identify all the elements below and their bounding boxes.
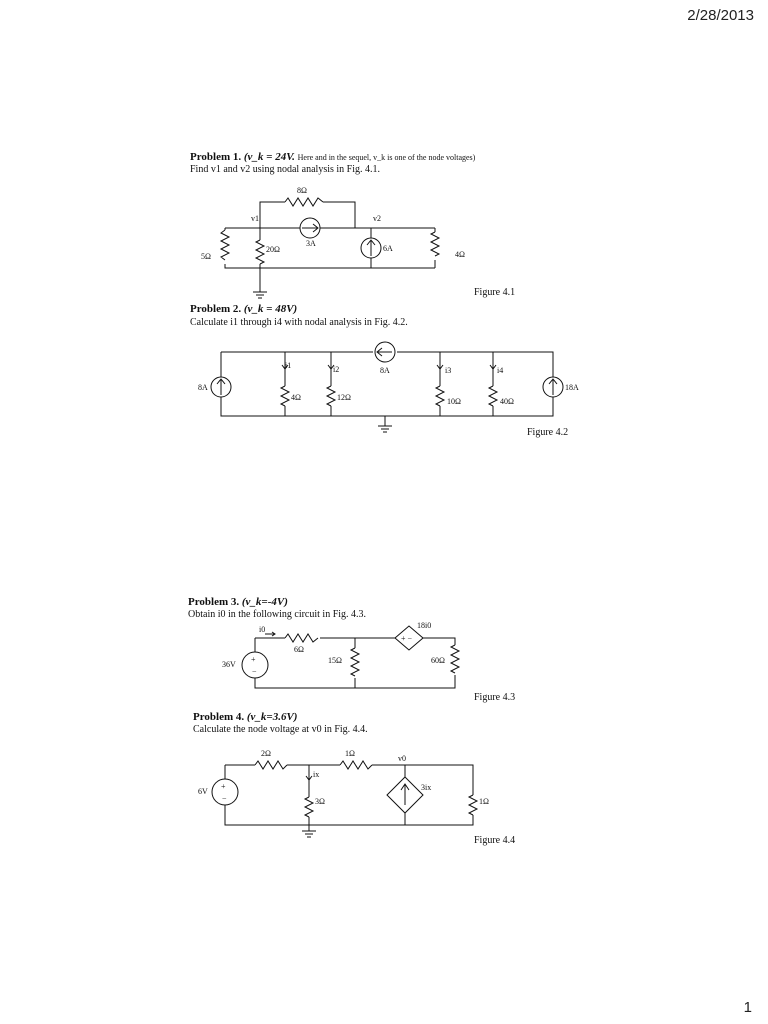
label-3ix: 3ix <box>421 783 432 792</box>
problem-2-title <box>190 303 297 315</box>
problem-4-description: Calculate the node voltage at v0 in Fig. 4.4. <box>193 724 368 735</box>
resistor-10-ohm <box>436 386 444 406</box>
label-40-ohm: 40Ω <box>500 397 514 406</box>
label-i3: i3 <box>445 366 452 375</box>
resistor-4-ohm <box>431 232 439 256</box>
figure-4-1-caption: Figure 4.1 <box>474 287 516 298</box>
problem-2-vk: (v_k = 48V) <box>243 303 298 315</box>
label-node-v1: v1 <box>251 214 259 223</box>
problem-2-description: Calculate i1 through i4 with nodal analysis in Fig. 4.2. <box>190 317 408 328</box>
resistor-40-ohm <box>489 386 497 406</box>
figure-4-2-circuit <box>195 342 579 437</box>
problem-3-title <box>188 596 288 608</box>
label-6a: 6A <box>383 244 393 253</box>
problem-3-label: Problem 3. <box>188 596 240 608</box>
resistor-8-ohm <box>285 198 323 206</box>
problem-1-vk: (v_k = 24V. <box>243 151 295 163</box>
figure-4-3-caption: Figure 4.3 <box>474 692 516 703</box>
resistor-3-ohm <box>305 797 313 817</box>
resistor-4-ohm <box>281 386 289 406</box>
v-src-plus: + <box>221 782 226 791</box>
label-18i0: 18i0 <box>417 621 432 630</box>
date-stamp: 2/28/2013 <box>687 7 754 24</box>
label-5-ohm: 5Ω <box>201 252 211 261</box>
v-src-minus: − <box>222 794 227 803</box>
label-i1: i1 <box>285 361 292 370</box>
label-i2: i2 <box>333 365 340 374</box>
v-src-minus: − <box>252 667 257 676</box>
label-4-ohm: 4Ω <box>455 250 465 259</box>
resistor-6-ohm <box>285 634 318 642</box>
label-8a-top: 8A <box>380 366 390 375</box>
label-i4: i4 <box>497 366 504 375</box>
label-15-ohm: 15Ω <box>328 656 342 665</box>
label-1-ohm-shunt: 1Ω <box>479 797 489 806</box>
problem-4-vk: (v_k=3.6V) <box>246 711 298 723</box>
resistor-1-ohm-shunt <box>469 795 477 815</box>
page-number: 1 <box>743 999 752 1016</box>
label-6-ohm: 6Ω <box>294 645 304 654</box>
v-src-plus: + <box>251 655 256 664</box>
problem-4-title <box>193 711 297 723</box>
label-8-ohm: 8Ω <box>297 186 307 195</box>
problem-3-description: Obtain i0 in the following circuit in Fig. 4.3. <box>188 609 367 620</box>
label-6v: 6V <box>198 787 208 796</box>
label-18a: 18A <box>565 383 579 392</box>
label-8a-left: 8A <box>198 383 208 392</box>
resistor-12-ohm <box>327 386 335 406</box>
figure-4-4-caption: Figure 4.4 <box>474 835 516 846</box>
label-3a: 3A <box>306 239 316 248</box>
problem-3-vk: (v_k=-4V) <box>241 596 288 608</box>
label-60-ohm: 60Ω <box>431 656 445 665</box>
problem-1-label: Problem 1. <box>190 151 242 163</box>
label-20-ohm: 20Ω <box>266 245 280 254</box>
resistor-5-ohm <box>221 230 229 260</box>
label-2-ohm: 2Ω <box>261 749 271 758</box>
problem-1-title <box>190 151 475 163</box>
label-10-ohm: 10Ω <box>447 397 461 406</box>
resistor-20-ohm <box>256 240 264 264</box>
label-3-ohm: 3Ω <box>315 797 325 806</box>
resistor-2-ohm <box>255 761 287 769</box>
figure-4-4-circuit <box>195 745 495 840</box>
figure-4-2-caption: Figure 4.2 <box>527 427 569 438</box>
label-i0: i0 <box>259 625 266 634</box>
figure-4-3-circuit <box>195 620 475 692</box>
figure-4-1-circuit <box>195 180 465 302</box>
problem-4-label: Problem 4. <box>193 711 245 723</box>
label-36v: 36V <box>222 660 236 669</box>
label-node-v0: v0 <box>398 754 406 763</box>
problem-1-note: Here and in the sequel, v_k is one of the node voltages) <box>297 153 476 162</box>
resistor-15-ohm <box>351 648 359 676</box>
label-4-ohm: 4Ω <box>291 393 301 402</box>
resistor-1-ohm-series <box>340 761 372 769</box>
label-12-ohm: 12Ω <box>337 393 351 402</box>
label-1-ohm-series: 1Ω <box>345 749 355 758</box>
label-node-v2: v2 <box>373 214 381 223</box>
label-ix: ix <box>313 770 320 779</box>
resistor-60-ohm <box>451 645 459 673</box>
problem-2-label: Problem 2. <box>190 303 242 315</box>
problem-1-description: Find v1 and v2 using nodal analysis in Fig. 4.1. <box>190 164 380 175</box>
dep-src-sign: + − <box>401 634 413 643</box>
